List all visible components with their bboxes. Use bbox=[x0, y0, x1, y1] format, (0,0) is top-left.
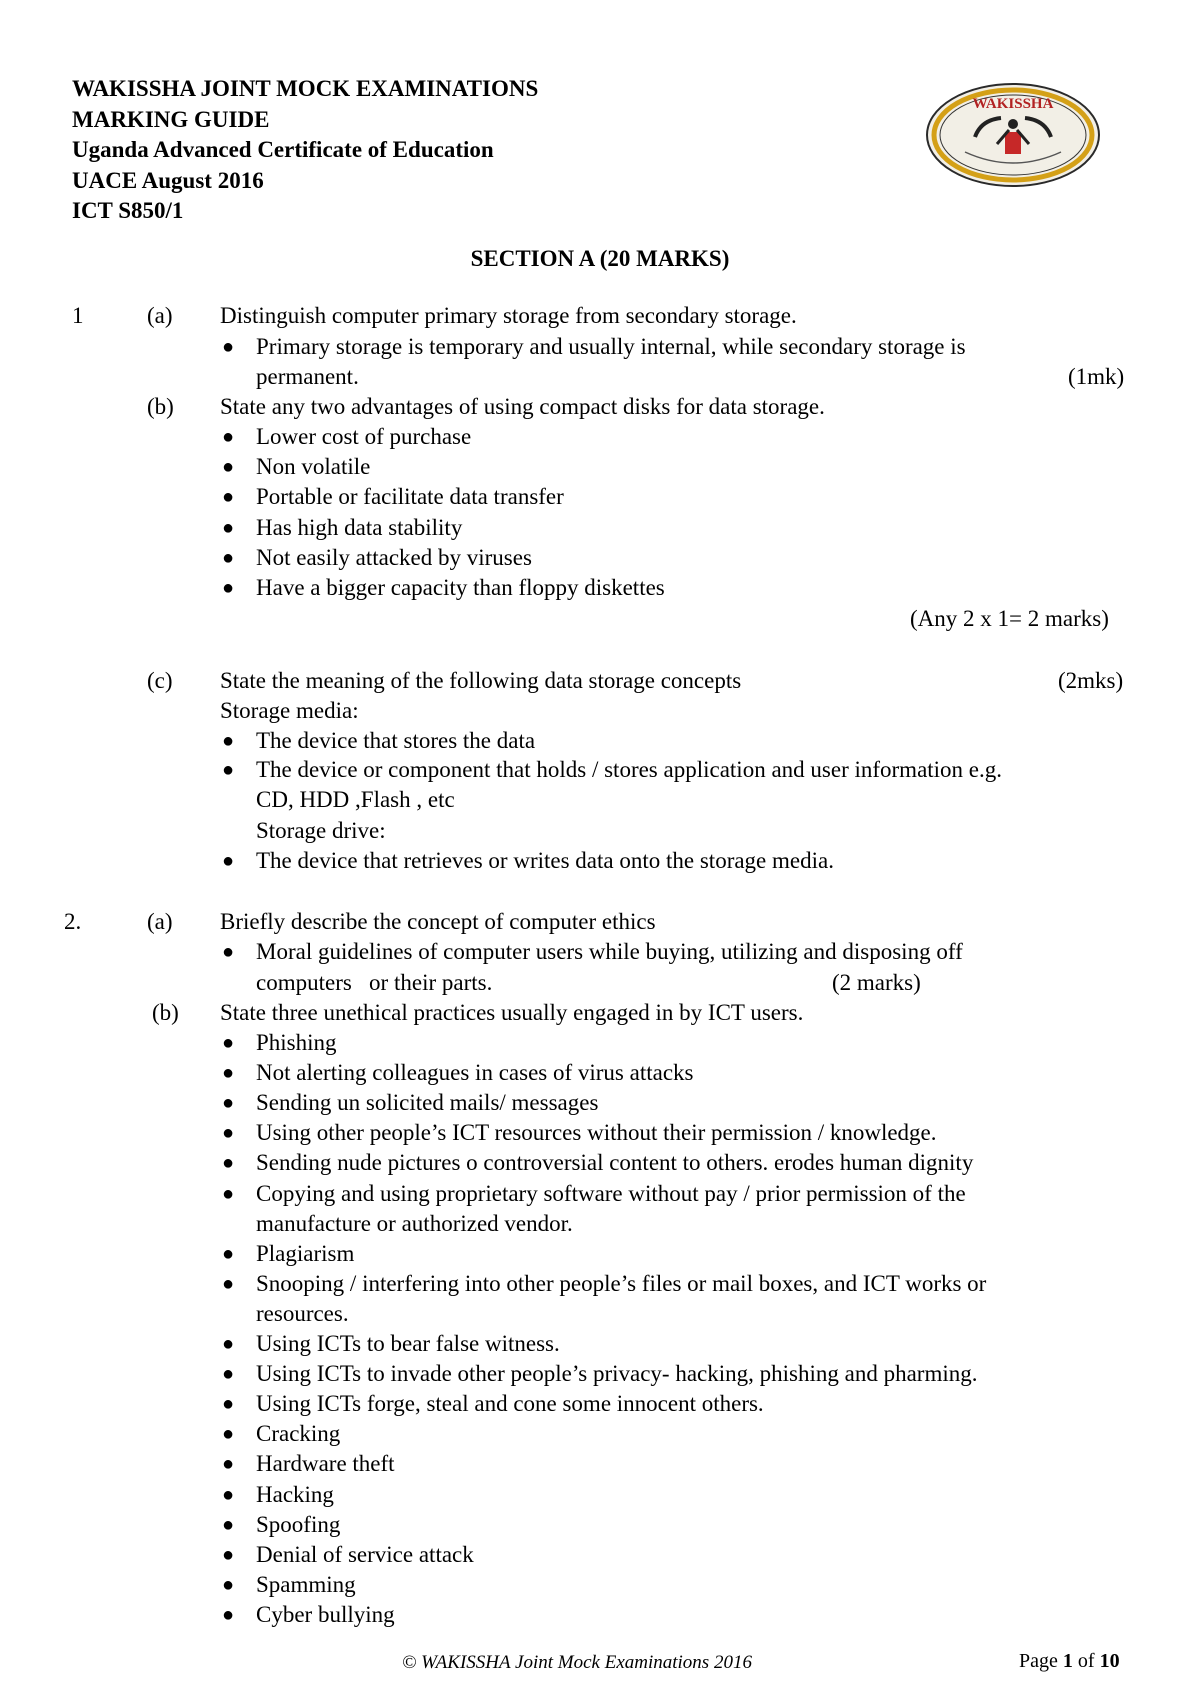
page-total: 10 bbox=[1099, 1650, 1120, 1672]
bullet-icon: ● bbox=[222, 1062, 235, 1085]
bullet-icon: ● bbox=[222, 1513, 235, 1536]
exam-date: UACE August 2016 bbox=[72, 167, 264, 193]
question-2a-label: (a) bbox=[147, 909, 173, 934]
bullet-icon: ● bbox=[222, 1363, 235, 1386]
bullet-icon: ● bbox=[222, 1272, 235, 1295]
list-item: Cracking bbox=[256, 1421, 341, 1447]
page-word: Page bbox=[1019, 1650, 1058, 1672]
list-item: Spamming bbox=[256, 1571, 356, 1597]
list-item: Plagiarism bbox=[256, 1240, 355, 1266]
footer-copyright: © WAKISSHA Joint Mock Examinations 2016 bbox=[402, 1652, 752, 1673]
bullet-icon: ● bbox=[222, 1152, 235, 1175]
bullet-icon: ● bbox=[222, 1393, 235, 1416]
page-current: 1 bbox=[1062, 1650, 1073, 1672]
list-item: Portable or facilitate data transfer bbox=[256, 484, 564, 510]
marks-2a: (2 marks) bbox=[832, 970, 921, 995]
concept-storage-media: Storage media: bbox=[220, 698, 359, 723]
question-2b-text: State three unethical practices usually engaged in by ICT users. bbox=[220, 1000, 804, 1025]
answer-2a-line2: computers or their parts. bbox=[256, 970, 493, 995]
bullet-icon: ● bbox=[222, 1092, 235, 1115]
bullet-icon: ● bbox=[222, 516, 235, 539]
exam-title: WAKISSHA JOINT MOCK EXAMINATIONS bbox=[72, 76, 539, 101]
bullet-icon: ● bbox=[222, 1543, 235, 1566]
list-item: Have a bigger capacity than floppy diskettes bbox=[256, 575, 665, 600]
document-header bbox=[72, 74, 538, 227]
list-item: Denial of service attack bbox=[256, 1541, 474, 1567]
question-1b-label: (b) bbox=[147, 394, 174, 419]
answer-2a-line1: Moral guidelines of computer users while buying, utilizing and disposing off bbox=[256, 939, 963, 964]
list-item: Using other people’s ICT resources without their permission / knowledge. bbox=[256, 1120, 937, 1146]
concept-storage-drive: Storage drive: bbox=[256, 818, 386, 843]
list-item: Not alerting colleagues in cases of virus attacks bbox=[256, 1060, 694, 1086]
answer-1c-item1: The device that stores the data bbox=[256, 728, 536, 753]
bullet-icon: ● bbox=[222, 1182, 235, 1205]
list-item: Snooping / interfering into other people’s files or mail boxes, and ICT works or bbox=[256, 1270, 987, 1296]
answer-1c-item2-line1: The device or component that holds / stores application and user information e.g. bbox=[256, 757, 1003, 782]
answer-1c-item3: The device that retrieves or writes data onto the storage media. bbox=[256, 848, 834, 873]
section-title: SECTION A (20 MARKS) bbox=[470, 246, 730, 271]
bullet-icon: ● bbox=[222, 1333, 235, 1355]
list-item: Phishing bbox=[256, 1030, 337, 1055]
list-item: Sending nude pictures o controversial content to others. erodes human dignity bbox=[256, 1150, 974, 1176]
list-item: Non volatile bbox=[256, 454, 371, 480]
list-item: resources. bbox=[256, 1300, 349, 1326]
bullet-icon: ● bbox=[222, 1603, 235, 1626]
list-item: Sending un solicited mails/ messages bbox=[256, 1090, 599, 1116]
bullet-icon: ● bbox=[222, 1483, 235, 1506]
list-item: Hacking bbox=[256, 1481, 334, 1507]
bullet-icon: ● bbox=[222, 1453, 235, 1476]
list-item: Using ICTs to bear false witness. bbox=[256, 1331, 560, 1356]
answer-1c-item2-line2: CD, HDD ,Flash , etc bbox=[256, 787, 455, 812]
question-1a-label: (a) bbox=[147, 303, 173, 328]
list-item: Not easily attacked by viruses bbox=[256, 544, 532, 570]
bullet-icon: ● bbox=[222, 1122, 235, 1145]
list-item: Using ICTs forge, steal and cone some innocent others. bbox=[256, 1391, 764, 1417]
certificate-title: Uganda Advanced Certificate of Education bbox=[72, 137, 494, 162]
question-1-number: 1 bbox=[72, 303, 84, 328]
question-1c-label: (c) bbox=[147, 668, 173, 693]
bullet-icon: ● bbox=[222, 486, 235, 509]
answer-1a-line2: permanent. bbox=[256, 364, 359, 389]
list-item: Lower cost of purchase bbox=[256, 424, 472, 449]
list-item: Spoofing bbox=[256, 1511, 341, 1537]
bullet-icon: ● bbox=[222, 546, 235, 569]
bullet-icon: ● bbox=[222, 426, 235, 448]
bullet-icon: ● bbox=[222, 1573, 235, 1596]
bullet-icon: ● bbox=[222, 577, 235, 599]
bullet-icon: ● bbox=[222, 759, 235, 781]
question-1c-text: State the meaning of the following data storage concepts bbox=[220, 668, 742, 693]
wakissha-seal-icon bbox=[925, 82, 1101, 188]
logo-text: WAKISSHA bbox=[972, 96, 1054, 112]
list-item: Copying and using proprietary software without pay / prior permission of the bbox=[256, 1180, 966, 1206]
bullet-icon: ● bbox=[222, 730, 235, 752]
bullet-icon: ● bbox=[222, 456, 235, 479]
question-2-number: 2. bbox=[64, 909, 82, 934]
marks-1c: (2mks) bbox=[1058, 668, 1124, 693]
page-number bbox=[1019, 1650, 1120, 1673]
of-word: of bbox=[1077, 1650, 1095, 1672]
list-item: Has high data stability bbox=[256, 514, 463, 540]
list-item: manufacture or authorized vendor. bbox=[256, 1210, 573, 1236]
question-1a-text: Distinguish computer primary storage from secondary storage. bbox=[220, 303, 797, 328]
guide-title: MARKING GUIDE bbox=[72, 106, 270, 132]
bullet-icon: ● bbox=[222, 336, 235, 358]
marks-1a: (1mk) bbox=[1068, 364, 1125, 389]
list-item: Hardware theft bbox=[256, 1451, 395, 1477]
question-1b-text: State any two advantages of using compact disks for data storage. bbox=[220, 394, 825, 419]
bullet-icon: ● bbox=[222, 941, 235, 963]
bullet-icon: ● bbox=[222, 1423, 235, 1446]
bullet-icon: ● bbox=[222, 850, 235, 872]
question-2a-text: Briefly describe the concept of computer ethics bbox=[220, 909, 656, 934]
bullet-icon: ● bbox=[222, 1032, 235, 1054]
list-item: Cyber bullying bbox=[256, 1601, 395, 1627]
bullet-icon: ● bbox=[222, 1242, 235, 1265]
marks-1b: (Any 2 x 1= 2 marks) bbox=[910, 606, 1109, 631]
paper-code: ICT S850/1 bbox=[72, 198, 184, 223]
list-item: Using ICTs to invade other people’s privacy- hacking, phishing and pharming. bbox=[256, 1361, 978, 1387]
question-2b-label: (b) bbox=[152, 1000, 179, 1025]
answer-1a-line1: Primary storage is temporary and usually internal, while secondary storage is bbox=[256, 334, 966, 359]
